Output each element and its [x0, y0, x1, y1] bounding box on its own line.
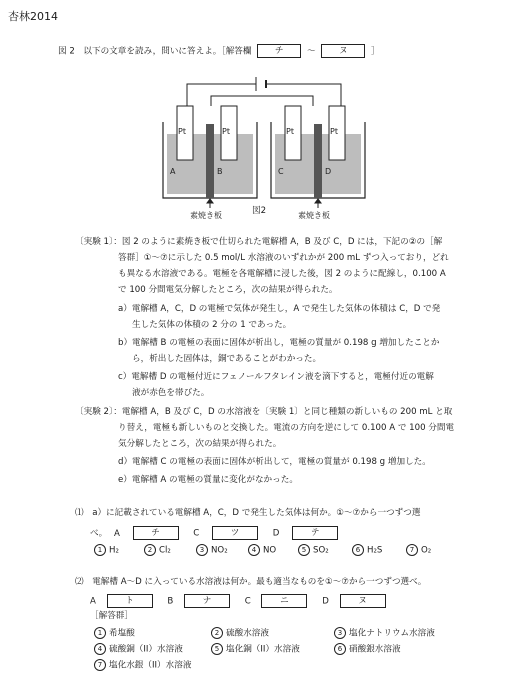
exp1-line: で 100 分間電気分解したところ，次の結果が得られた。	[118, 285, 338, 295]
exp1-result-c: 液が赤色を帯びた。	[132, 388, 210, 398]
option-item	[248, 544, 276, 557]
intro-text: 図 2 以下の文章を読み，問いに答えよ。［解答欄	[58, 46, 252, 57]
q1-answer-row	[90, 526, 338, 540]
option-number: 5	[211, 643, 223, 655]
answer-label: C	[244, 596, 251, 607]
option-item	[94, 544, 119, 557]
answer-label: C	[193, 528, 200, 539]
option-text: NO	[263, 545, 277, 556]
option-number: 2	[211, 627, 223, 639]
option-item	[94, 659, 191, 672]
option-item	[211, 643, 300, 656]
option-number: 2	[144, 544, 156, 556]
tank-label-c: C	[278, 167, 284, 176]
option-text: 硫酸水溶液	[226, 628, 269, 639]
intro-close: ］	[371, 46, 380, 57]
answer-label: D	[272, 528, 280, 539]
option-number: 4	[94, 643, 106, 655]
page-header: 杏林2014	[8, 10, 58, 23]
q1-options	[94, 544, 454, 558]
electrode-label: Pt	[286, 127, 294, 136]
q2-answer-row	[90, 594, 386, 608]
option-number: 3	[334, 627, 346, 639]
exp1-result-a: a）電解槽 A，C，D の電極で気体が発生し，A で発生した気体の体積は C，D で発	[118, 304, 441, 314]
exp2-line: り替え，電極も新しいものと交換した。電流の方向を逆にして 0.100 A で 100 分間電	[118, 423, 455, 433]
option-item	[352, 544, 382, 557]
option-text: O₂	[421, 545, 432, 556]
option-text: H₂	[109, 545, 119, 556]
option-number: 4	[248, 544, 260, 556]
option-text: 希塩酸	[109, 628, 135, 639]
tank-label-b: B	[217, 167, 223, 176]
option-number: 1	[94, 544, 106, 556]
option-item	[334, 643, 401, 656]
option-number: 3	[196, 544, 208, 556]
option-item	[211, 627, 269, 640]
electrode-label: Pt	[222, 127, 230, 136]
separator-label: 素焼き板	[190, 211, 222, 220]
exp2-result-d: d）電解槽 C の電極の表面に固体が析出して，電極の質量が 0.198 g 増加した。	[118, 457, 431, 467]
option-item	[196, 544, 228, 557]
option-text: 塩化銅（II）水溶液	[226, 644, 300, 655]
answer-box: ナ	[184, 594, 230, 608]
exp2-line: 〔実験 2〕：電解槽 A，B 及び C，D の水溶液を〔実験 1〕と同じ種類の新しいもの 200 mL と取	[75, 407, 453, 417]
exp1-result-b: b）電解槽 B の電極の表面に固体が析出し，電極の質量が 0.198 g 増加したことか	[118, 338, 440, 348]
option-number: 6	[352, 544, 364, 556]
answer-box: ト	[107, 594, 153, 608]
option-text: Cl₂	[159, 545, 171, 556]
separator-plate	[314, 124, 322, 198]
tank-label-d: D	[325, 167, 332, 176]
answer-box: チ	[133, 526, 179, 540]
answer-box: チ	[257, 44, 301, 58]
option-number: 7	[94, 659, 106, 671]
option-number: 7	[406, 544, 418, 556]
circuit-wire	[187, 77, 341, 106]
option-number: 1	[94, 627, 106, 639]
option-text: NO₂	[211, 545, 228, 556]
q1-text: ⑴ a）に記載されている電解槽 A，C，D で発生した気体は何か。①～⑦から一つずつ選	[75, 508, 421, 518]
option-text: H₂S	[367, 545, 383, 556]
exp1-result-a: 生した気体の体積の 2 分の 1 であった。	[132, 320, 292, 330]
answer-box: テ	[292, 526, 338, 540]
exp1-line: 〔実験 1〕：図 2 のように素焼き板で仕切られた電解槽 A，B 及び C，D には，下記の②の［解	[75, 237, 443, 247]
tank-label-a: A	[170, 167, 176, 176]
option-text: SO₂	[313, 545, 329, 556]
option-item	[334, 627, 435, 640]
option-number: 6	[334, 643, 346, 655]
q2-group-label: ［解答群］	[90, 611, 133, 621]
option-item	[298, 544, 329, 557]
figure-caption: 図2	[252, 206, 267, 216]
answer-box: ヌ	[321, 44, 365, 58]
separator-plate	[206, 124, 214, 198]
option-number: 5	[298, 544, 310, 556]
intro-tilde: ～	[306, 46, 316, 57]
q2-text: ⑵ 電解槽 A～D に入っている水溶液は何か。最も適当なものを①～⑦から一つずつ選べ。	[75, 577, 427, 587]
q2-options	[94, 627, 474, 677]
answer-label: A	[90, 596, 96, 607]
option-text: 硫酸銅（II）水溶液	[109, 644, 183, 655]
problem-intro	[58, 44, 380, 58]
answer-label: D	[322, 596, 329, 607]
exp1-line: も異なる水溶液である。電極を各電解槽に浸した後，図 2 のように配線し，0.100 A	[118, 269, 446, 279]
option-item	[406, 544, 431, 557]
answer-box: ヌ	[340, 594, 386, 608]
option-item	[94, 627, 135, 640]
q1-text: べ。	[90, 528, 108, 539]
answer-label: A	[113, 528, 120, 539]
option-item	[94, 643, 183, 656]
separator-label: 素焼き板	[298, 211, 330, 220]
exp1-result-b: ら，析出した固体は，銅であることがわかった。	[132, 354, 322, 364]
electrode-label: Pt	[178, 127, 186, 136]
option-text: 塩化ナトリウム水溶液	[349, 628, 435, 639]
exp2-result-e: e）電解槽 A の電極の質量に変化がなかった。	[118, 475, 298, 485]
answer-box: ツ	[212, 526, 258, 540]
exp2-line: 気分解したところ，次の結果が得られた。	[118, 439, 282, 449]
option-text: 硝酸銀水溶液	[349, 644, 401, 655]
answer-label: B	[167, 596, 174, 607]
electrode-label: Pt	[330, 127, 338, 136]
exp1-result-c: c）電解槽 D の電極付近にフェノールフタレイン液を滴下すると，電極付近の電解	[118, 372, 434, 382]
option-item	[144, 544, 171, 557]
answer-box: ニ	[261, 594, 307, 608]
exp1-line: 答群］①～⑦に示した 0.5 mol/L 水溶液のいずれかが 200 mL ずつ入っており，どれ	[118, 253, 449, 263]
option-text: 塩化水銀（II）水溶液	[109, 660, 192, 671]
electrolysis-figure	[155, 72, 385, 222]
